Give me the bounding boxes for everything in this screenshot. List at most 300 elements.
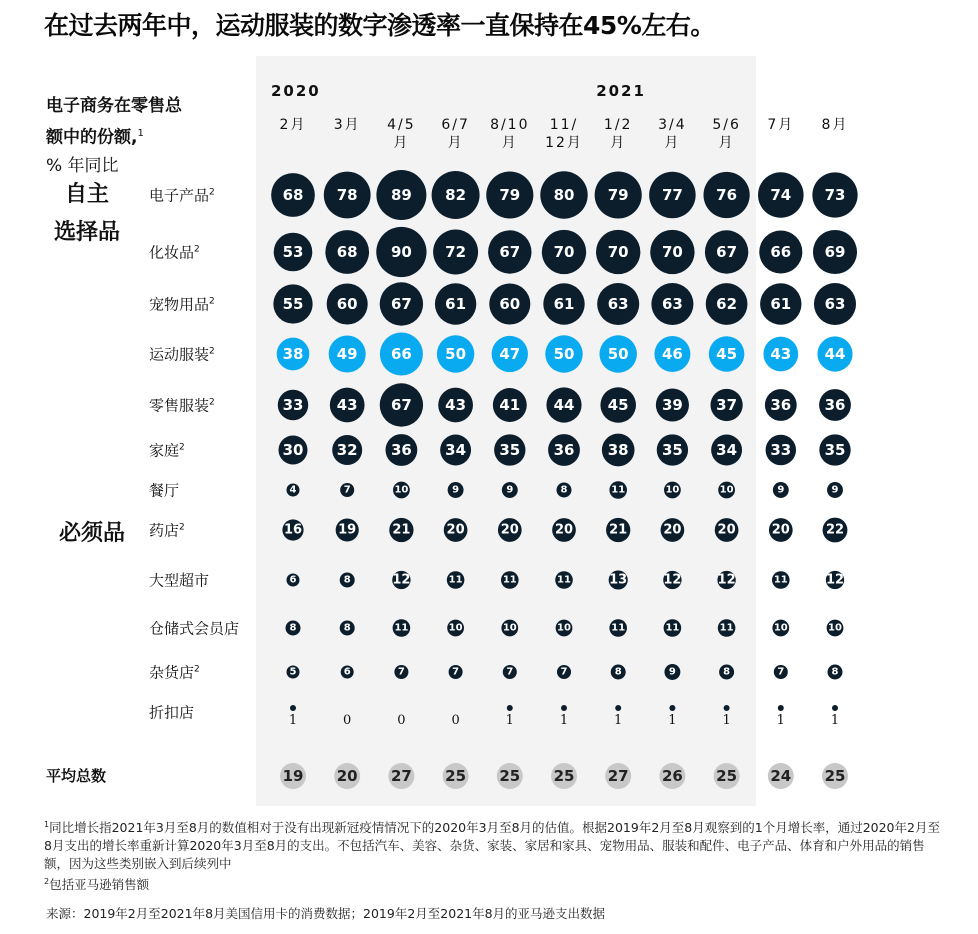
row-label: 宠物用品$^2$: [149, 295, 215, 314]
row-label: 零售服装$^2$: [149, 396, 215, 415]
bubble-value: 63: [661, 295, 683, 313]
bubble-cell: [540, 171, 587, 218]
bubble-cell: [602, 434, 635, 467]
bubble-value: 27: [390, 767, 412, 785]
average-bubble: [334, 763, 360, 789]
bubble-cell: [340, 483, 354, 497]
bubble-cell: [440, 435, 471, 466]
column-label: 1/2 月: [603, 117, 633, 151]
bubble: [832, 705, 838, 711]
bubble-value: 72: [445, 243, 467, 261]
bubble-cell: [545, 335, 582, 372]
bubble-value: 33: [770, 441, 792, 459]
bubble-cell: [760, 283, 801, 324]
group-label-essentials: 必须品: [58, 521, 125, 546]
bubble-value: 35: [499, 441, 521, 459]
bubble-value: 1: [288, 713, 298, 728]
bubble-value: 66: [770, 243, 792, 261]
bubble-value: 11: [557, 574, 571, 586]
bubble-value: 1: [776, 713, 785, 728]
bubble-cell: [552, 518, 576, 542]
column-label: 4/5 月: [387, 117, 416, 151]
bubble-cell: [609, 619, 627, 637]
bubble-cell: [271, 173, 315, 217]
bubble-cell: [393, 619, 411, 637]
bubble-value: 8: [343, 574, 351, 586]
footnotes: [44, 816, 944, 894]
bubble-value: 12: [663, 572, 682, 588]
bubble-cell: [705, 230, 748, 273]
bubble-cell: [773, 482, 789, 498]
bubble-cell: [546, 387, 581, 422]
bubble-cell: [710, 389, 742, 421]
bubble-cell: [278, 390, 308, 420]
bubble-value: 76: [716, 186, 738, 204]
bubble-cell: [817, 336, 852, 371]
bubble-value: 12: [392, 572, 411, 588]
bubble-value: 61: [445, 295, 467, 313]
footnote-1: [44, 816, 944, 873]
column-label: 5/6 月: [712, 117, 741, 151]
bubble-cell: [812, 172, 857, 217]
bubble-value: 50: [607, 345, 629, 363]
bubble-value: 79: [499, 186, 521, 204]
bubble-cell: [772, 620, 789, 637]
bubble-cell: [664, 619, 682, 637]
bubble-value: 7: [506, 666, 514, 678]
bubble-cell: [287, 666, 300, 679]
bubble-cell: [278, 435, 307, 464]
bubble-value: 47: [499, 345, 521, 363]
bubble-cell: [827, 482, 843, 498]
bubble-value: 20: [554, 522, 574, 538]
bubble-value: 25: [445, 767, 467, 785]
bubble-value: 0: [397, 713, 406, 728]
bubble-cell: [492, 336, 528, 372]
bubble-cell: [340, 573, 355, 588]
bubble-value: 1: [722, 713, 731, 728]
bubble-cell: [444, 518, 468, 542]
bubble-value: 26: [661, 767, 683, 785]
bubble-value: 12: [825, 572, 845, 588]
bubble-cell: [557, 665, 571, 679]
column-label: 8/10 月: [490, 117, 530, 151]
bubble-cell: [393, 482, 410, 499]
average-bubble: [605, 763, 631, 789]
bubble-value: 21: [609, 522, 628, 538]
axis-label-unit: % 年同比: [46, 155, 119, 176]
bubble-cell: [341, 666, 354, 679]
bubble-value: 4: [289, 484, 297, 496]
bubble-value: 34: [716, 441, 738, 459]
bubble-cell: [324, 172, 371, 219]
bubble-cell: [555, 571, 573, 589]
bubble-value: 67: [716, 243, 738, 261]
average-bubble: [768, 763, 794, 789]
bubble-value: 8: [723, 666, 731, 678]
bubble-value: 36: [770, 396, 792, 414]
bubble-cell: [709, 336, 745, 372]
bubble-cell: [599, 335, 636, 372]
bubble-value: 63: [824, 295, 846, 313]
bubble-cell: [376, 170, 426, 220]
bubble-value: 1: [559, 713, 569, 728]
bubble-value: 38: [607, 441, 629, 459]
bubble-cell: [600, 387, 636, 423]
bubble-value: 9: [452, 484, 460, 496]
bubble-value: 60: [499, 295, 521, 313]
bubble-value: 39: [661, 396, 683, 414]
bubble-cell: [819, 389, 851, 421]
bubble-cell: [503, 665, 517, 679]
bubble: [724, 705, 730, 711]
bubble-cell: [489, 283, 530, 324]
bubble-value: 0: [343, 713, 352, 728]
bubble-cell: [649, 172, 696, 219]
bubble-value: 10: [773, 622, 788, 634]
bubble-cell: [611, 665, 626, 680]
bubble-value: 82: [445, 186, 467, 204]
bubble-value: 10: [448, 622, 463, 634]
bubble-cell: [774, 665, 788, 679]
bubble-value: 34: [445, 441, 467, 459]
bubble-cell: [556, 620, 573, 637]
row-label: 运动服装$^2$: [149, 345, 215, 364]
bubble-value: 45: [716, 345, 738, 363]
bubble-cell: [654, 336, 690, 372]
bubble-cell: [651, 283, 693, 325]
bubble-value: 53: [282, 243, 304, 261]
bubble-value: 67: [390, 295, 412, 313]
bubble-cell: [451, 713, 459, 728]
bubble-value: 32: [336, 441, 358, 459]
bubble-cell: [766, 435, 796, 465]
bubble-value: 25: [716, 767, 738, 785]
bubble-cell: [287, 574, 300, 587]
bubble-value: 50: [553, 345, 575, 363]
bubble-value: 8: [343, 622, 351, 634]
source-note: 来源：2019年2月至2021年8月美国信用卡的消费数据；2019年2月至2021年8月的亚马逊支出数据: [46, 906, 606, 921]
bubble-value: 70: [553, 243, 575, 261]
bubble-value: 66: [390, 345, 412, 363]
bubble-cell: [325, 230, 369, 274]
bubble-cell: [548, 434, 580, 466]
bubble-cell: [777, 705, 785, 728]
bubble-cell: [394, 665, 408, 679]
bubble-value: 11: [611, 622, 626, 634]
bubble-value: 27: [607, 767, 629, 785]
bubble-value: 25: [824, 767, 846, 785]
bubble-cell: [435, 283, 476, 324]
bubble-cell: [448, 482, 464, 498]
bubble-cell: [330, 388, 365, 423]
bubble: [778, 705, 784, 711]
bubble-value: 10: [828, 622, 842, 634]
bubble-value: 13: [609, 572, 628, 588]
bubble-cell: [447, 620, 464, 637]
bubble-value: 11: [719, 622, 734, 634]
bubble-cell: [493, 388, 527, 422]
bubble-value: 62: [716, 295, 738, 313]
bubble-cell: [719, 665, 734, 680]
bubble-value: 6: [289, 574, 297, 586]
bubble-cell: [831, 705, 839, 728]
bubble-value: 49: [336, 345, 358, 363]
bubble-cell: [706, 283, 748, 325]
bubble-value: 22: [825, 522, 845, 538]
bubble-value: 67: [390, 396, 412, 414]
bubble-value: 10: [502, 622, 517, 634]
bubble-cell: [340, 621, 355, 636]
bubble-cell: [828, 665, 843, 680]
bubble-cell: [711, 435, 742, 466]
bubble-cell: [769, 518, 793, 542]
bubble-value: 33: [282, 396, 304, 414]
bubble-value: 11: [394, 622, 409, 634]
bubble-cell: [501, 620, 518, 637]
group-label-discretionary-line1: 自主: [64, 182, 109, 207]
bubble-value: 44: [553, 396, 575, 414]
bubble-cell: [557, 483, 572, 498]
bubble-cell: [336, 518, 359, 541]
axis-label-line1: 电子商务在零售总: [46, 96, 182, 116]
column-label: 6/7 月: [441, 117, 470, 151]
bubble-value: 37: [716, 396, 738, 414]
bubble-cell: [498, 518, 522, 542]
bubble-cell: [668, 705, 676, 728]
year-label-2020: 2020: [271, 82, 321, 100]
bubble-value: 12: [717, 572, 736, 588]
bubble-cell: [656, 388, 689, 421]
bubble-value: 69: [824, 243, 846, 261]
axis-label-footnote-ref: 1: [137, 128, 144, 139]
bubble-value: 10: [394, 484, 409, 496]
bubble-cell: [763, 337, 798, 372]
column-label: 3/4 月: [658, 117, 687, 151]
bubble-value: 38: [282, 345, 304, 363]
column-label: 11/ 12月: [545, 117, 583, 151]
bubble-cell: [826, 571, 844, 589]
bubble: [669, 705, 675, 711]
column-label: 2月: [279, 117, 307, 133]
bubble-value: 20: [336, 767, 358, 785]
bubble-value: 50: [445, 345, 467, 363]
bubble-value: 10: [719, 484, 734, 496]
bubble-cell: [614, 705, 622, 728]
average-bubble: [388, 763, 414, 789]
bubble-value: 36: [824, 396, 846, 414]
footnote-2-text: 包括亚马逊销售额: [49, 877, 150, 893]
average-row-label: 平均总数: [46, 767, 107, 785]
bubble-value: 43: [770, 345, 792, 363]
bubble-cell: [814, 283, 856, 325]
bubble-value: 74: [770, 186, 792, 204]
row-label: 餐厅: [149, 481, 180, 500]
bubble-cell: [343, 713, 351, 728]
bubble-value: 70: [661, 243, 683, 261]
footnote-1-text: 同比增长指2021年3月至8月的数值相对于没有出现新冠疫情情况下的2020年3月至8月的估值。根据2019年2月至8月观察到的1个月增长率，通过2020年2月至8月支出的增长率重新计算2020年3月至8月的支出。不包括汽车、美容、杂货、家装、家居和家具、宠物用品、服装和配件、电子产品、体育和户外用品的销售额，因为这些类别嵌入到后续列中: [44, 820, 940, 872]
bubble-cell: [329, 335, 366, 372]
bubble-cell: [380, 332, 423, 375]
average-bubble: [443, 763, 469, 789]
bubble-cell: [597, 283, 639, 325]
bubble-value: 8: [614, 666, 622, 678]
bubble-value: 20: [500, 522, 519, 538]
row-label: 药店$^2$: [149, 521, 185, 540]
bubble: [615, 705, 621, 711]
bubble-value: 36: [553, 441, 575, 459]
bubble-cell: [819, 434, 850, 465]
axis-label-line2: 额中的份额,: [46, 127, 138, 148]
bubble-value: 10: [665, 484, 680, 496]
bubble-cell: [277, 338, 310, 371]
bubble-value: 63: [607, 295, 629, 313]
bubble-cell: [717, 571, 735, 589]
bubble-value: 1: [614, 713, 623, 728]
bubble-cell: [501, 571, 519, 589]
bubble-value: 68: [336, 243, 358, 261]
bubble-cell: [715, 518, 739, 542]
average-bubble: [551, 763, 577, 789]
bubble-cell: [661, 518, 685, 542]
bubble-value: 80: [553, 186, 575, 204]
bubble-value: 1: [830, 713, 840, 728]
bubble-value: 16: [283, 522, 303, 538]
bubble-cell: [827, 620, 844, 637]
average-bubble: [497, 763, 523, 789]
group-label-discretionary-line2: 选择品: [53, 220, 120, 245]
bubble-cell: [650, 230, 694, 274]
bubble-value: 9: [506, 484, 514, 496]
bubble-value: 9: [777, 484, 785, 496]
footnote-2: [44, 873, 944, 894]
bubble-value: 5: [289, 666, 297, 678]
bubble-cell: [286, 621, 301, 636]
bubble-value: 21: [392, 522, 411, 538]
bubble-cell: [376, 227, 426, 277]
bubble-value: 19: [338, 522, 357, 538]
bubble-cell: [595, 171, 642, 218]
row-label: 杂货店$^2$: [149, 663, 200, 682]
bubble-cell: [823, 518, 848, 543]
bubble-value: 43: [336, 396, 358, 414]
bubble-value: 30: [282, 441, 304, 459]
row-label: 大型超市: [149, 571, 210, 590]
bubble-cell: [289, 705, 297, 728]
bubble-value: 70: [607, 243, 629, 261]
average-bubble: [822, 763, 848, 789]
bubble-value: 11: [773, 574, 788, 586]
bubble-cell: [488, 230, 531, 273]
row-label: 家庭$^2$: [149, 441, 185, 460]
bubble-cell: [772, 571, 790, 589]
bubble-value: 8: [289, 622, 297, 634]
bubble-cell: [389, 518, 413, 542]
bubble-cell: [494, 434, 525, 465]
bubble-value: 25: [499, 767, 521, 785]
bubble-value: 68: [282, 186, 304, 204]
bubble-cell: [380, 282, 423, 325]
bubble-value: 8: [831, 666, 839, 678]
bubble-value: 11: [611, 484, 626, 496]
chart-title: 在过去两年中，运动服装的数字渗透率一直保持在45%左右。: [44, 11, 715, 40]
bubble-cell: [433, 230, 478, 275]
bubble-cell: [282, 519, 303, 540]
bubble-cell: [386, 434, 418, 466]
year-label-2021: 2021: [596, 82, 646, 100]
bubble: [561, 705, 567, 711]
bubble-value: 1: [668, 713, 677, 728]
row-label: 化妆品$^2$: [149, 243, 200, 262]
row-label: 电子产品$^2$: [149, 186, 215, 205]
bubble: [290, 705, 296, 711]
bubble-value: 46: [661, 345, 683, 363]
bubble-cell: [765, 389, 797, 421]
bubble-value: 10: [557, 622, 571, 634]
bubble-value: 61: [770, 295, 792, 313]
bubble-cell: [722, 705, 730, 728]
bubble-value: 73: [824, 186, 846, 204]
bubble-value: 1: [505, 713, 514, 728]
bubble-cell: [273, 284, 312, 323]
bubble-cell: [663, 571, 681, 589]
bubble-value: 78: [336, 186, 358, 204]
bubble-value: 45: [607, 396, 629, 414]
bubble-value: 7: [777, 666, 785, 678]
footnote-1-marker: 1: [44, 820, 50, 829]
bubble-value: 25: [553, 767, 575, 785]
bubble-cell: [447, 571, 465, 589]
row-label: 折扣店: [149, 703, 195, 722]
bubble-cell: [449, 665, 463, 679]
average-bubble: [714, 763, 740, 789]
footnote-2-marker: 2: [44, 877, 50, 887]
bubble-cell: [596, 230, 640, 274]
bubble: [507, 705, 513, 711]
bubble-cell: [502, 482, 518, 498]
bubble-value: 77: [661, 186, 683, 204]
bubble-cell: [397, 713, 405, 728]
bubble-value: 19: [282, 767, 304, 785]
bubble-cell: [703, 172, 749, 218]
bubble-value: 67: [499, 243, 521, 261]
bubble-value: 7: [560, 666, 568, 678]
bubble-cell: [486, 171, 533, 218]
bubble-value: 20: [717, 522, 736, 538]
bubble-value: 9: [831, 484, 839, 496]
bubble-cell: [718, 482, 735, 499]
bubble-cell: [543, 283, 584, 324]
bubble-cell: [287, 484, 300, 497]
bubble-cell: [758, 172, 804, 218]
bubble-value: 6: [343, 666, 351, 678]
bubble-value: 61: [553, 295, 575, 313]
bubble-cell: [542, 230, 586, 274]
bubble-cell: [606, 518, 630, 542]
bubble-value: 8: [560, 484, 568, 496]
bubble-cell: [759, 230, 802, 273]
bubble-value: 7: [343, 484, 351, 496]
bubble-cell: [380, 383, 423, 426]
bubble-value: 9: [668, 666, 676, 678]
column-label: 8月: [821, 117, 849, 133]
bubble-value: 20: [446, 522, 465, 538]
bubble-value: 7: [452, 666, 460, 678]
bubble-cell: [813, 230, 857, 274]
bubble-value: 60: [336, 295, 358, 313]
bubble-cell: [560, 705, 568, 728]
bubble-value: 24: [770, 767, 792, 785]
